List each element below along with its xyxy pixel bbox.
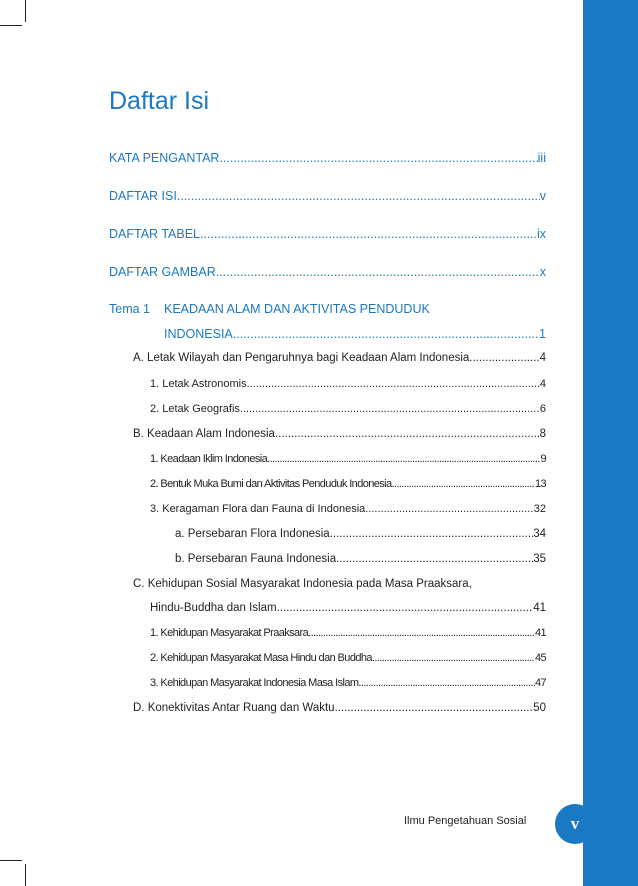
toc-entry-daftar-gambar[interactable] — [109, 265, 546, 279]
page-number-badge: v — [555, 804, 595, 844]
dot-leader — [177, 189, 540, 203]
crop-mark — [0, 860, 22, 861]
toc-entry-page: iii — [537, 151, 546, 165]
toc-entry-b3a[interactable] — [175, 528, 546, 540]
dot-leader — [247, 378, 540, 390]
toc-entry-page: v — [539, 189, 546, 203]
toc-entry-label: 2. Bentuk Muka Bumi dan Aktivitas Penduduk Indonesia — [150, 478, 392, 490]
toc-entry-label: B. Keadaan Alam Indonesia — [133, 428, 275, 440]
side-color-band — [583, 0, 638, 886]
toc-entry-page: 1 — [539, 327, 546, 341]
page-title: Daftar Isi — [109, 87, 210, 115]
toc-entry-page: 35 — [533, 553, 546, 565]
toc-entry-page: 47 — [534, 677, 546, 689]
toc-entry-page: 41 — [533, 602, 546, 614]
toc-entry-section-a[interactable] — [133, 352, 546, 364]
toc-entry-c3[interactable] — [150, 677, 546, 689]
toc-entry-page: 9 — [540, 453, 546, 465]
toc-entry-page: 13 — [534, 478, 546, 490]
toc-entry-section-d[interactable] — [133, 702, 546, 714]
toc-entry-section-c-cont[interactable] — [150, 602, 546, 614]
dot-leader — [335, 702, 534, 714]
dot-leader — [469, 352, 539, 364]
toc-entry-page: 41 — [534, 627, 546, 639]
toc-entry-label: 1. Keadaan Iklim Indonesia — [150, 453, 268, 465]
toc-entry-b3[interactable] — [150, 503, 546, 515]
crop-mark — [0, 25, 22, 26]
toc-entry-page: 4 — [539, 378, 546, 390]
dot-leader — [233, 327, 539, 341]
toc-entry-label: 3. Keragaman Flora dan Fauna di Indonesia — [150, 503, 366, 515]
toc-entry-page: 8 — [539, 428, 546, 440]
toc-entry-label: 1. Kehidupan Masyarakat Praaksara — [150, 627, 309, 639]
toc-entry-a2[interactable] — [150, 403, 546, 415]
toc-entry-label: 2. Kehidupan Masyarakat Masa Hindu dan Buddha — [150, 652, 372, 664]
toc-entry-page: 50 — [533, 702, 546, 714]
toc-entry-label: b. Persebaran Fauna Indonesia — [175, 553, 337, 565]
dot-leader — [219, 151, 537, 165]
dot-leader — [277, 602, 534, 614]
toc-entry-c1[interactable] — [150, 627, 546, 639]
dot-leader — [267, 453, 540, 465]
dot-leader — [372, 652, 535, 664]
toc-entry-b3b[interactable] — [175, 553, 546, 565]
toc-entry-daftar-isi[interactable] — [109, 189, 546, 203]
crop-mark — [25, 864, 26, 886]
dot-leader — [365, 503, 533, 515]
toc-entry-b2[interactable] — [150, 478, 546, 490]
toc-entry-page: 32 — [533, 503, 546, 515]
dot-leader — [240, 403, 540, 415]
toc-entry-page: 45 — [534, 652, 546, 664]
footer-book-title: Ilmu Pengetahuan Sosial — [404, 815, 527, 827]
toc-entry-label: D. Konektivitas Antar Ruang dan Waktu — [133, 702, 335, 714]
chapter-title-cont: INDONESIA — [164, 327, 233, 341]
dot-leader — [275, 428, 540, 440]
toc-entry-page: 6 — [539, 403, 546, 415]
toc-entry-page: ix — [536, 227, 546, 241]
toc-entry-b1[interactable] — [150, 453, 546, 465]
toc-entry-label: DAFTAR GAMBAR — [109, 265, 216, 279]
toc-entry-label: A. Letak Wilayah dan Pengaruhnya bagi Keadaan Alam Indonesia — [133, 352, 470, 364]
toc-entry-kata-pengantar[interactable] — [109, 151, 546, 165]
toc-entry-label: Hindu-Buddha dan Islam — [150, 602, 277, 614]
toc-entry-page: 4 — [539, 352, 546, 364]
toc-entry-label: 1. Letak Astronomis — [150, 378, 247, 390]
toc-entry-daftar-tabel[interactable] — [109, 227, 546, 241]
dot-leader — [308, 627, 535, 639]
toc-entry-tema1[interactable] — [164, 327, 546, 341]
toc-entry-label: DAFTAR ISI — [109, 189, 177, 203]
dot-leader — [200, 227, 537, 241]
toc-entry-page: 34 — [533, 528, 546, 540]
toc-entry-a1[interactable] — [150, 378, 546, 390]
dot-leader — [216, 265, 540, 279]
toc-entry-page: x — [539, 265, 546, 279]
toc-entry-section-b[interactable] — [133, 428, 546, 440]
chapter-title: KEADAAN ALAM DAN AKTIVITAS PENDUDUK — [164, 302, 430, 316]
chapter-title-line1 — [164, 302, 546, 316]
toc-entry-label: DAFTAR TABEL — [109, 227, 200, 241]
chapter-number: Tema 1 — [109, 302, 150, 316]
dot-leader — [392, 478, 535, 490]
dot-leader — [336, 553, 533, 565]
toc-entry-label: a. Persebaran Flora Indonesia — [175, 528, 330, 540]
toc-entry-c2[interactable] — [150, 652, 546, 664]
toc-entry-label: 2. Letak Geografis — [150, 403, 240, 415]
toc-entry-label: C. Kehidupan Sosial Masyarakat Indonesia pada Masa Praaksara, — [133, 578, 472, 590]
dot-leader — [358, 677, 535, 689]
toc-entry-label: KATA PENGANTAR — [109, 151, 220, 165]
dot-leader — [330, 528, 533, 540]
toc-entry-label: 3. Kehidupan Masyarakat Indonesia Masa Islam — [150, 677, 359, 689]
crop-mark — [25, 0, 26, 22]
toc-entry-section-c — [133, 578, 546, 590]
